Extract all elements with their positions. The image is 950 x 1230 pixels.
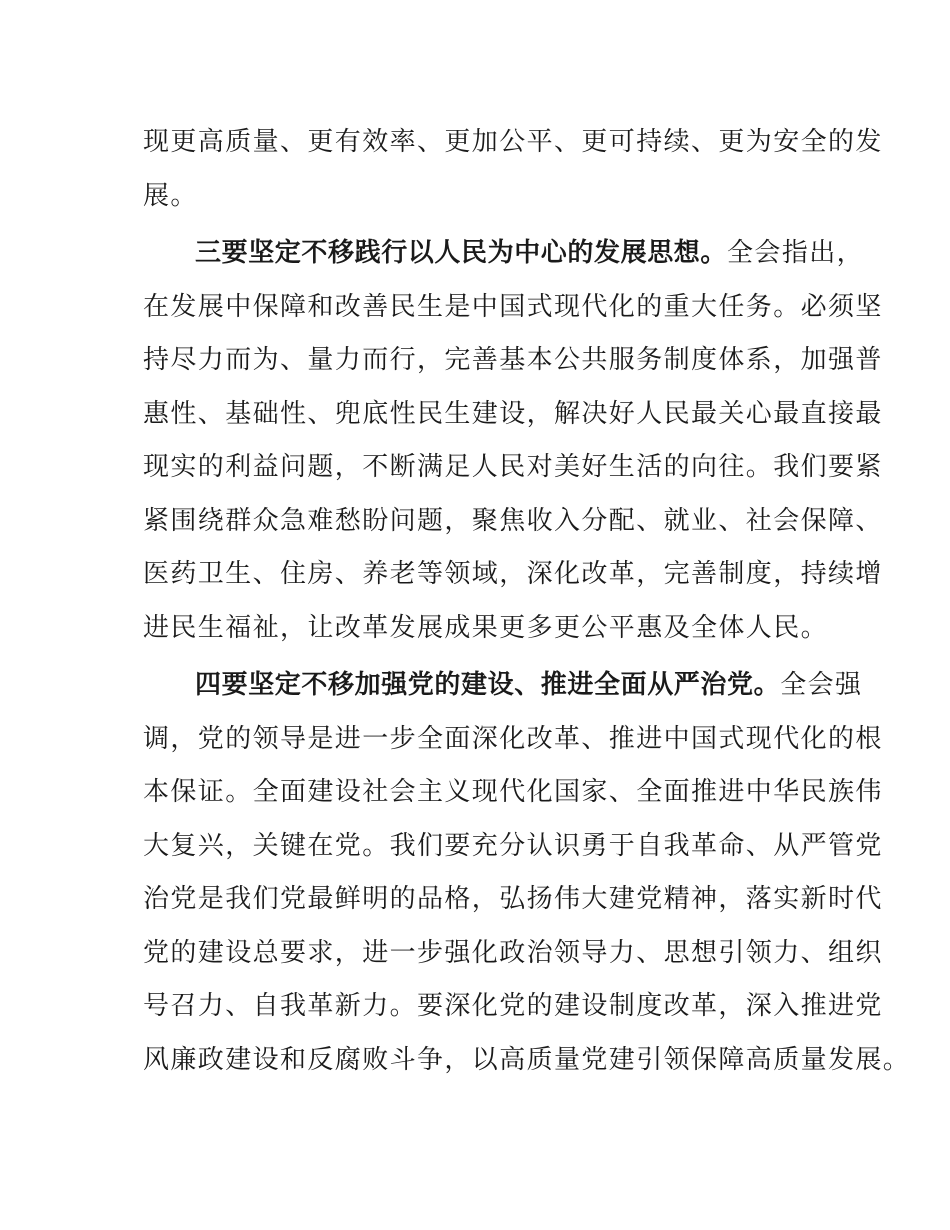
text-line-first [143, 659, 863, 713]
text-line: 大复兴，关键在党。我们要充分认识勇于自我革命、从严管党 [143, 830, 883, 861]
text-run: 全会强 [780, 670, 863, 700]
text-line: 持尽力而为、量力而行，完善基本公共服务制度体系，加强普 [143, 345, 883, 375]
paragraph-heading: 三要坚定不移践行以人民为中心的发展思想。 [195, 238, 728, 268]
text-line: 党的建设总要求，进一步强化政治领导力、思想引领力、组织 [143, 937, 883, 968]
text-line-first [143, 227, 865, 281]
paragraph-heading: 四要坚定不移加强党的建设、推进全面从严治党。 [195, 670, 781, 700]
paragraph-3 [143, 659, 911, 1087]
text-line: 在发展中保障和改善民生是中国式现代化的重大任务。必须坚 [143, 291, 883, 322]
document-page [143, 116, 911, 1087]
text-line: 本保证。全面建设社会主义现代化国家、全面推进中华民族伟 [143, 777, 883, 807]
text-line: 展。 [143, 180, 198, 211]
text-line: 现实的利益问题，不断满足人民对美好生活的向往。我们要紧 [143, 452, 883, 482]
text-line: 风廉政建设和反腐败斗争，以高质量党建引领保障高质量发展。 [143, 1044, 911, 1075]
paragraph-1 [143, 116, 883, 223]
text-line: 紧围绕群众急难愁盼问题，聚焦收入分配、就业、社会保障、 [143, 505, 883, 536]
text-line: 号召力、自我革新力。要深化党的建设制度改革，深入推进党 [143, 991, 883, 1021]
text-line: 现更高质量、更有效率、更加公平、更可持续、更为安全的发 [143, 127, 883, 157]
text-line: 治党是我们党最鲜明的品格，弘扬伟大建党精神，落实新时代 [143, 884, 883, 914]
text-line: 惠性、基础性、兜底性民生建设，解决好人民最关心最直接最 [143, 398, 883, 429]
text-line: 医药卫生、住房、养老等领域，深化改革，完善制度，持续增 [143, 559, 883, 589]
text-line: 进民生福祉，让改革发展成果更多更公平惠及全体人民。 [143, 612, 829, 643]
text-line: 调，党的领导是进一步全面深化改革、推进中国式现代化的根 [143, 723, 883, 754]
text-run: 全会指出， [727, 238, 865, 268]
paragraph-2 [143, 227, 883, 655]
